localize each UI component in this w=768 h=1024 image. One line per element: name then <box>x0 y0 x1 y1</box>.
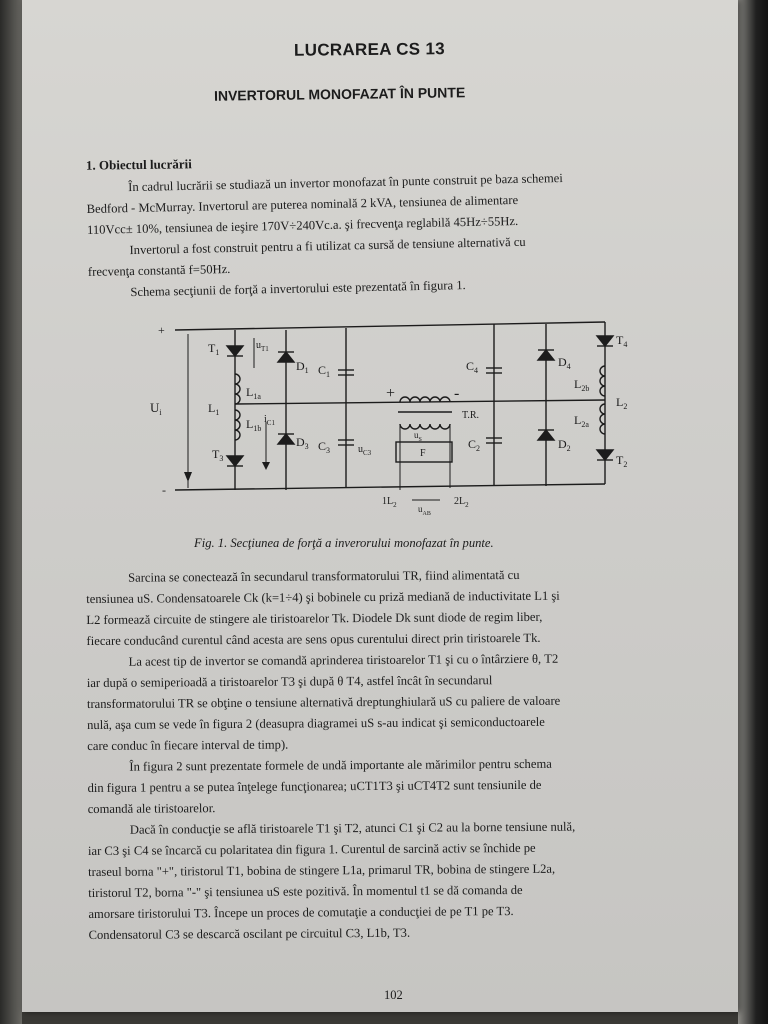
label-D2: $D_2$ <box>558 437 571 453</box>
inductor-L1b-icon <box>235 410 240 440</box>
primary-plus-label: + <box>386 385 396 402</box>
inductor-L2b-icon <box>600 366 605 396</box>
diode-D3-icon <box>278 434 294 444</box>
label-L1: $L_1$ <box>208 401 220 417</box>
text-line: L2 formează circuite de stingere ale tiristoarelor Tk. Diodele Dk sunt diode de regim liber, <box>86 609 543 627</box>
label-Ui: $U_i$ <box>150 400 162 417</box>
label-L1a: $L_{1a}$ <box>246 385 261 401</box>
text-line: Schema secţiunii de forţă a invertorului este prezentată în figura 1. <box>130 278 466 300</box>
label-T1: $T_1$ <box>208 341 220 357</box>
page-title: LUCRAREA CS 13 <box>293 39 446 60</box>
label-L2a: $L_{2a}$ <box>574 413 589 429</box>
page-number: 102 <box>384 988 403 1002</box>
label-uT1: $u_{T1}$ <box>256 340 269 353</box>
text-line: comandă ale tiristoarelor. <box>87 801 216 816</box>
paragraph <box>87 753 711 820</box>
text-line: Condensatorul C3 se descarcă oscilant pe circuitul C3, L1b, T3. <box>88 925 411 942</box>
supply-arrow-icon <box>184 472 192 482</box>
primary-minus-label: - <box>454 385 460 402</box>
label-L2: $L_2$ <box>616 395 628 411</box>
text-line: din figura 1 pentru a se putea înţelege funcţionarea; uCT1T3 şi uCT4T2 sunt tensiunile de <box>87 777 542 795</box>
circuit-diagram <box>150 312 630 517</box>
text-line: La acest tip de invertor se comandă aprinderea tiristoarelor T1 şi cu o întârziere θ, T2 <box>128 651 559 669</box>
label-L1b: $L_{1b}$ <box>246 417 262 433</box>
label-D1: $D_1$ <box>296 359 309 375</box>
text-line: tiristorul T2, borna "-" şi tensiunea uS este pozitivă. În momentul t1 se dă comanda de <box>88 882 523 900</box>
section-heading: 1. Obiectul lucrării <box>85 156 192 173</box>
text-line: Invertorul a fost construit pentru a fi utilizat ca sursă de tensiune alternativă cu <box>129 234 526 258</box>
paragraph <box>87 648 712 757</box>
page-subtitle: INVERTORUL MONOFAZAT ÎN PUNTE <box>213 84 466 104</box>
text-line: iar C3 şi C4 se încarcă cu polaritatea din figura 1. Curentul de sarcină activ se închide pe <box>87 840 536 858</box>
document-page <box>22 0 738 1012</box>
thyristor-T2-icon <box>597 450 613 460</box>
label-C2: $C_2$ <box>468 437 481 453</box>
book-spine-shadow <box>0 0 22 1024</box>
text-line: Sarcina se conectează în secundarul transformatorului TR, fiind alimentată cu <box>128 567 520 585</box>
label-uc3: $u_{C3}$ <box>358 444 372 457</box>
diode-D1-icon <box>278 352 294 362</box>
diode-D2-icon <box>538 430 554 440</box>
negative-rail <box>175 484 605 490</box>
minus-terminal-label: - <box>162 483 166 497</box>
label-TR: T.R. <box>462 410 480 421</box>
label-D3: $D_3$ <box>296 435 309 451</box>
text-line: În figura 2 sunt prezentate formele de undă importante ale mărimilor pentru schema <box>129 756 552 774</box>
inductor-L1a-icon <box>235 374 240 404</box>
body-text <box>86 564 713 946</box>
text-line: În cadrul lucrării se studiază un invertor monofazat în punte construit pe baza schemei <box>128 171 563 195</box>
positive-rail <box>175 322 605 330</box>
text-line: fiecare conducând curentul când acesta are sens opus curentului direct prin tiristoarele Tk. <box>86 630 541 648</box>
text-line: nulă, aşa cum se vede în figura 2 (deasupra diagramei uS s-au indicat şi semiconductoarele <box>87 714 545 732</box>
label-F: F <box>420 448 426 459</box>
label-C1: $C_1$ <box>318 363 331 379</box>
intro-paragraph <box>86 165 709 304</box>
inductor-L2a-icon <box>600 404 605 434</box>
label-node-1L2: $1L_2$ <box>382 496 397 509</box>
paragraph <box>86 564 711 652</box>
diode-D4-icon <box>538 350 554 360</box>
label-us: $u_S$ <box>414 430 422 443</box>
text-line: iar după o semiperioadă a tiristoarelor T3 şi după θ T4, astfel încât în secundarul <box>86 673 493 690</box>
text-line: traseul borna "+", tiristorul T1, bobina de stingere L1a, primarul TR, bobina de stingere L2a, <box>88 861 556 879</box>
text-line: transformatorului TR se obţine o tensiune alternativă dreptunghiulară uS cu paliere de valoare <box>86 693 561 711</box>
label-L2b: $L_{2b}$ <box>574 377 590 393</box>
label-T3: $T_3$ <box>212 447 224 463</box>
thyristor-T4-icon <box>597 336 613 346</box>
label-D4: $D_4$ <box>558 355 571 371</box>
paragraph <box>88 816 713 946</box>
label-ic: $i_{C1}$ <box>264 414 275 427</box>
transformer-secondary-icon <box>400 424 450 429</box>
figure-caption: Fig. 1. Secţiunea de forţă a inverorului monofazat în punte. <box>194 536 494 550</box>
text-line: Dacă în conducţie se află tiristoarele T1 şi T2, atunci C1 şi C2 au la borne tensiune nulă, <box>129 819 576 837</box>
text-line: care conduc în fiecare interval de timp). <box>87 737 289 753</box>
label-C4: $C_4$ <box>466 359 479 375</box>
thyristor-T3-icon <box>227 456 243 466</box>
current-arrow-icon <box>262 462 270 470</box>
thyristor-T1-icon <box>227 346 243 356</box>
text-line: Bedford - McMurray. Invertorul are puterea nominală 2 kVA, tensiunea de alimentare <box>86 192 519 216</box>
text-line: frecvenţa constantă f=50Hz. <box>87 261 231 279</box>
page-stack-edge <box>738 0 768 1024</box>
text-line: tensiunea uS. Condensatoarele Ck (k=1÷4) şi bobinele cu priză mediană de inductivitate L1 şi <box>86 588 560 606</box>
label-C3: $C_3$ <box>318 439 331 455</box>
label-node-2L2: $2L_2$ <box>454 496 469 509</box>
label-uab: $u_{AB}$ <box>418 504 431 517</box>
label-T2: $T_2$ <box>616 453 628 469</box>
label-T4: $T_4$ <box>616 333 628 349</box>
text-line: 110Vcc± 10%, tensiunea de ieşire 170V÷240Vc.a. şi frecvenţa reglabilă 45Hz÷55Hz. <box>86 213 519 237</box>
plus-terminal-label: + <box>158 323 165 337</box>
text-line: amorsare tiristorului T3. Începe un proces de comutaţie a conducţiei de pe T1 pe T3. <box>88 904 514 921</box>
